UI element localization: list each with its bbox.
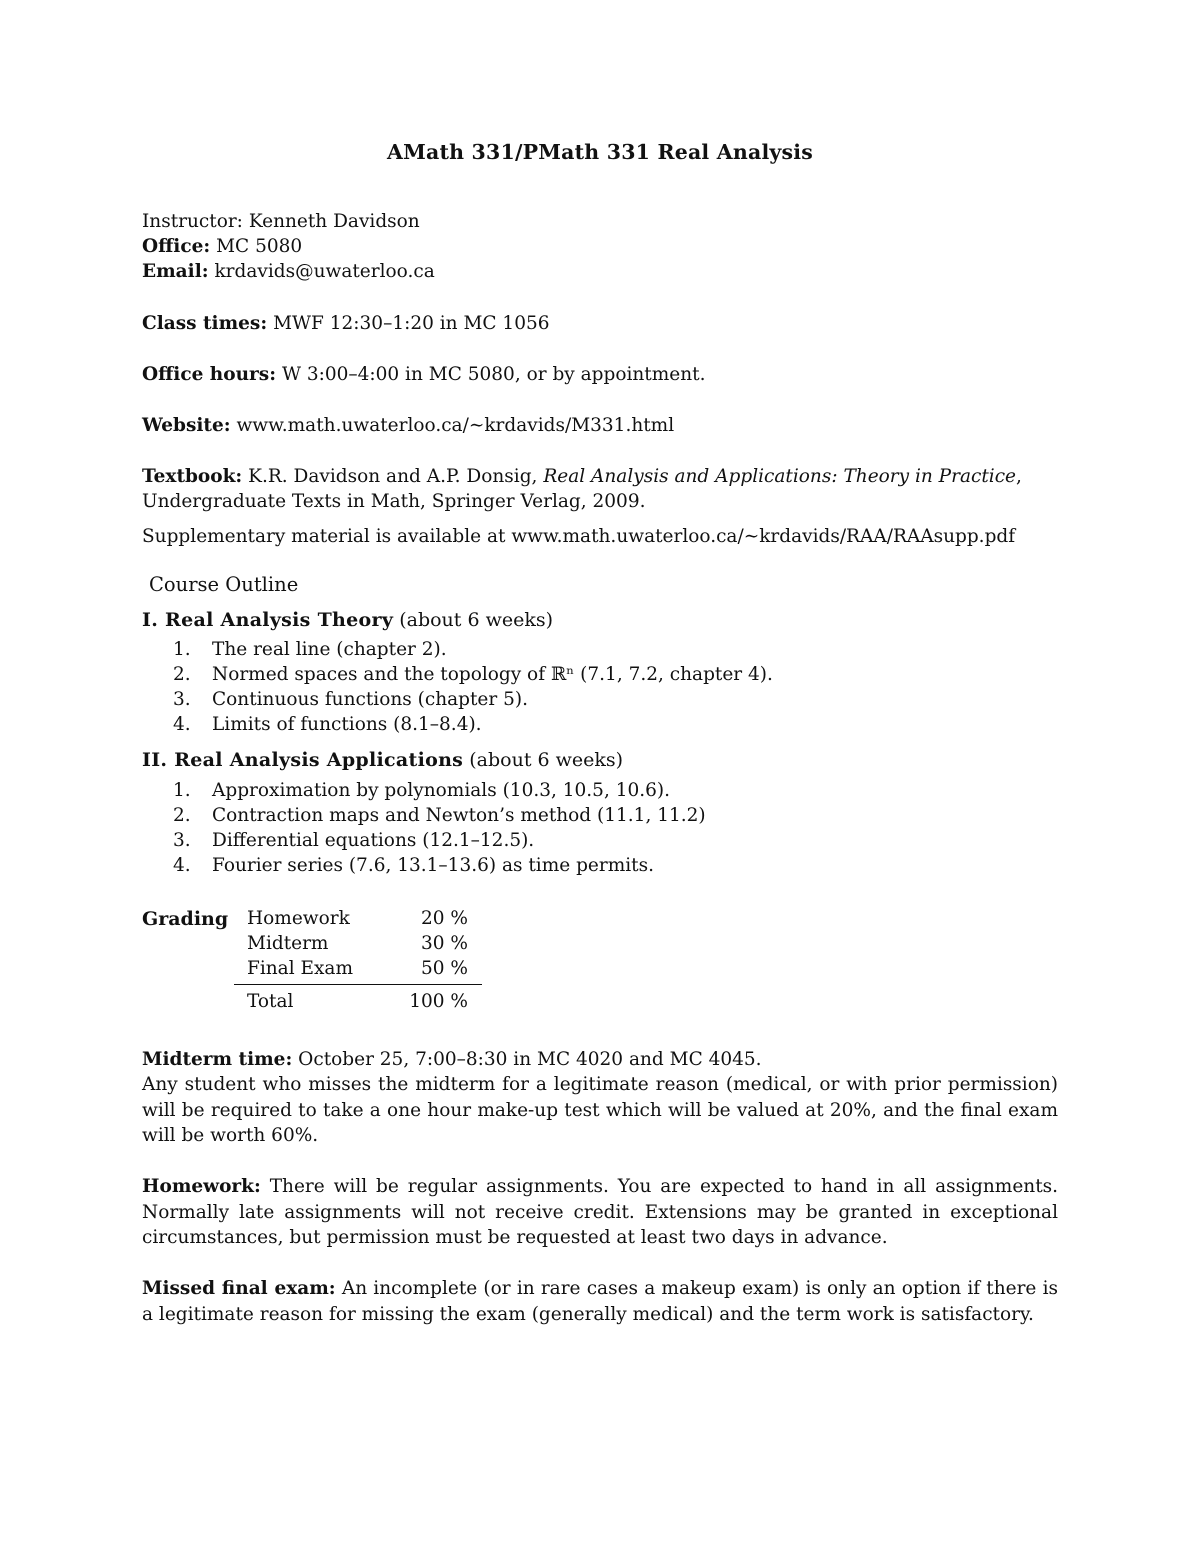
grading-total-divider xyxy=(234,984,482,985)
instructor-name: Kenneth Davidson xyxy=(248,211,420,232)
class-times-line xyxy=(142,311,550,336)
textbook-authors: K.R. Davidson and A.P. Donsig, xyxy=(248,466,538,487)
section-title: II. Real Analysis Applications xyxy=(142,749,464,771)
grading-total-label: Total xyxy=(247,991,294,1012)
list-item xyxy=(173,689,528,710)
item-text: Limits of functions (8.1–8.4). xyxy=(212,714,482,735)
class-times-label: Class times: xyxy=(142,313,268,334)
item-number: 4. xyxy=(173,714,191,735)
email-line xyxy=(142,259,435,284)
list-item xyxy=(173,805,706,826)
office-line xyxy=(142,234,302,259)
grading-total-weight: 100 % xyxy=(409,991,468,1012)
item-number: 1. xyxy=(173,639,191,660)
homework-label: Homework: xyxy=(142,1176,261,1197)
textbook-label: Textbook: xyxy=(142,466,243,487)
class-times-value: MWF 12:30–1:20 in MC 1056 xyxy=(273,313,550,334)
instructor-label: Instructor: xyxy=(142,211,243,232)
item-text: Differential equations (12.1–12.5). xyxy=(212,830,535,851)
midterm-label: Midterm time: xyxy=(142,1049,293,1070)
homework-paragraph xyxy=(142,1174,1058,1251)
item-text: Fourier series (7.6, 13.1–13.6) as time permits. xyxy=(212,855,654,876)
item-text: Contraction maps and Newton’s method (11.1, 11.2) xyxy=(212,805,706,826)
item-text: Continuous functions (chapter 5). xyxy=(212,689,528,710)
list-item xyxy=(173,855,654,876)
item-text: The real line (chapter 2). xyxy=(212,639,447,660)
item-number: 1. xyxy=(173,780,191,801)
textbook-title: Real Analysis and Applications: Theory in Practice xyxy=(543,466,1017,487)
grading-item: Midterm xyxy=(247,933,329,954)
outline-section-1 xyxy=(142,609,553,631)
missed-final-label: Missed final exam: xyxy=(142,1278,336,1299)
item-text: Approximation by polynomials (10.3, 10.5, 10.6). xyxy=(212,780,671,801)
textbook-line-2: Undergraduate Texts in Math, Springer Verlag, 2009. xyxy=(142,491,646,512)
section-duration: (about 6 weeks) xyxy=(399,609,554,631)
office-value: MC 5080 xyxy=(216,236,303,257)
list-item xyxy=(173,664,773,685)
instructor-line xyxy=(142,209,420,234)
grading-label: Grading xyxy=(142,908,229,930)
office-hours-line xyxy=(142,362,705,387)
office-hours-label: Office hours: xyxy=(142,364,277,385)
website-line xyxy=(142,413,674,438)
homework-text: There will be regular assignments. You are expected to hand in all assignments. Normally late assignments will not receive credit. Extensions may be granted in exceptional circumstances, but permission must be requested at least two days in advance. xyxy=(142,1176,1058,1248)
grading-item: Final Exam xyxy=(247,958,354,979)
item-number: 4. xyxy=(173,855,191,876)
page-title: AMath 331/PMath 331 Real Analysis xyxy=(386,140,814,164)
missed-final-paragraph xyxy=(142,1276,1058,1327)
item-number: 3. xyxy=(173,830,191,851)
textbook-line-1 xyxy=(142,464,1022,489)
section-title: I. Real Analysis Theory xyxy=(142,609,394,631)
grading-weight: 50 % xyxy=(421,958,468,979)
website-link[interactable]: www.math.uwaterloo.ca/∼krdavids/M331.html xyxy=(236,415,675,436)
email-label: Email: xyxy=(142,261,209,282)
outline-section-2 xyxy=(142,749,623,771)
midterm-time-line xyxy=(142,1047,762,1072)
office-label: Office: xyxy=(142,236,211,257)
textbook-comma: , xyxy=(1016,466,1022,487)
grading-item: Homework xyxy=(247,908,350,929)
missed-final-text: An incomplete (or in rare cases a makeup exam) is only an option if there is a legitimate reason for missing the exam (generally medical) and the term work is satisfactory. xyxy=(142,1278,1058,1325)
list-item xyxy=(173,830,534,851)
midterm-time: October 25, 7:00–8:30 in MC 4020 and MC 4045. xyxy=(298,1049,762,1070)
item-text: Normed spaces and the topology of ℝⁿ (7.1, 7.2, chapter 4). xyxy=(212,664,773,685)
grading-weight: 30 % xyxy=(421,933,468,954)
email-value: krdavids@uwaterloo.ca xyxy=(214,261,435,282)
list-item xyxy=(173,639,447,660)
course-outline-heading: Course Outline xyxy=(149,573,299,596)
list-item xyxy=(173,714,482,735)
supplementary-note: Supplementary material is available at www.math.uwaterloo.ca/∼krdavids/RAA/RAAsupp.pdf xyxy=(142,526,1016,547)
item-number: 2. xyxy=(173,805,191,826)
item-number: 2. xyxy=(173,664,191,685)
list-item xyxy=(173,780,670,801)
grading-weight: 20 % xyxy=(421,908,468,929)
section-duration: (about 6 weeks) xyxy=(469,749,624,771)
website-label: Website: xyxy=(142,415,231,436)
office-hours-value: W 3:00–4:00 in MC 5080, or by appointment. xyxy=(281,364,706,385)
item-number: 3. xyxy=(173,689,191,710)
midterm-policy: Any student who misses the midterm for a legitimate reason (medical, or with prior permission) will be required to take a one hour make-up test which will be valued at 20%, and the final exam will be worth 60%. xyxy=(142,1074,1058,1146)
